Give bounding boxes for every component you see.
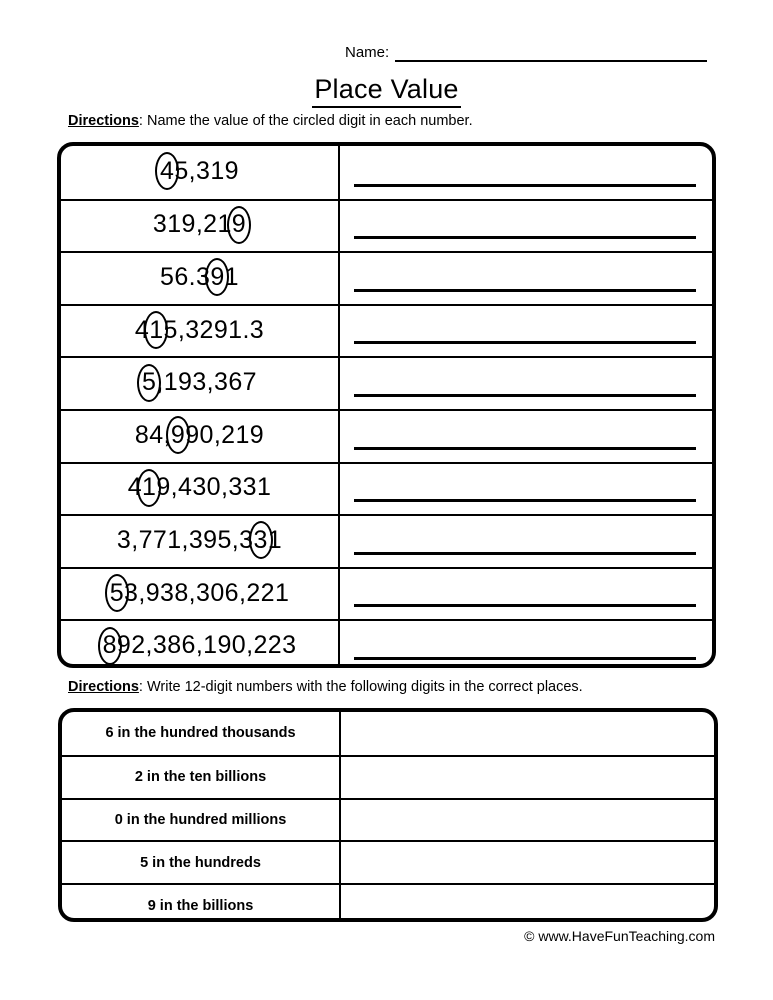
digit: 3: [192, 368, 207, 397]
table-row: [61, 409, 712, 462]
digit: 5: [174, 156, 189, 185]
digit: 2: [246, 578, 261, 607]
digit: ,: [238, 578, 247, 607]
digit: 0: [231, 631, 247, 660]
digit: ,: [188, 578, 197, 607]
place-value-prompt: 2 in the ten billions: [62, 757, 341, 798]
answer-line[interactable]: [354, 341, 696, 344]
digit: ,: [138, 578, 146, 607]
number-with-circled-digit: [116, 525, 283, 555]
digit: 3: [188, 525, 204, 554]
number-cell: [61, 146, 340, 199]
digit: 1: [228, 315, 243, 344]
digit: ,: [170, 473, 179, 502]
digit: 9: [178, 368, 193, 397]
digit: 3: [239, 525, 254, 554]
digit: 2: [260, 578, 275, 607]
number-with-circled-digit: [153, 212, 246, 239]
table-row: [62, 840, 714, 883]
digit: ,: [206, 368, 215, 397]
name-field-row: [345, 44, 707, 62]
answer-cell[interactable]: [340, 358, 712, 409]
digit: 0: [206, 473, 221, 502]
digit: 3: [242, 473, 257, 502]
table-row: [61, 462, 712, 515]
answer-line[interactable]: [354, 394, 696, 397]
circled-digit: 9: [231, 210, 247, 239]
place-value-prompt: 0 in the hundred millions: [62, 800, 341, 841]
digit: 3: [116, 525, 132, 554]
digit: ,: [145, 631, 153, 660]
answer-line[interactable]: [354, 447, 696, 450]
number-with-circled-digit: [134, 420, 265, 450]
digit: 9: [145, 578, 161, 607]
digit: 9: [203, 525, 218, 554]
number-with-circled-digit: [109, 578, 290, 608]
number-with-circled-digit: [103, 633, 297, 660]
number-with-circled-digit: [128, 475, 272, 502]
copyright-footer: © www.HaveFunTeaching.com: [524, 928, 715, 944]
digit: 4: [127, 473, 143, 502]
digit: 2: [267, 631, 283, 660]
answer-line[interactable]: [354, 184, 696, 187]
digit: 0: [199, 420, 214, 449]
answer-cell[interactable]: [341, 885, 714, 922]
page-title-text: Place Value: [312, 74, 460, 108]
digit: 2: [221, 420, 236, 449]
directions-label: Directions: [68, 113, 139, 129]
answer-cell[interactable]: [341, 842, 714, 883]
directions-two-text: : Write 12-digit numbers with the following digits in the correct places.: [138, 679, 583, 695]
answer-cell[interactable]: [340, 306, 712, 357]
digit: 3: [192, 473, 207, 502]
digit: 3: [152, 631, 168, 660]
digit: ,: [181, 525, 189, 554]
table-row: [61, 146, 712, 199]
answer-cell[interactable]: [340, 516, 712, 567]
answer-line[interactable]: [354, 289, 696, 292]
digit: 4: [149, 420, 164, 449]
digit: 2: [131, 631, 146, 660]
digit: 5: [163, 315, 178, 344]
digit: 1: [235, 420, 250, 449]
digit: 8: [174, 578, 189, 607]
number-with-circled-digit: [142, 370, 257, 397]
number-cell: [61, 569, 340, 620]
digit: 7: [242, 368, 257, 397]
digit: 2: [203, 210, 218, 239]
directions-label: Directions: [68, 679, 139, 695]
circled-digit: 5: [142, 368, 157, 397]
number-cell: [61, 411, 340, 462]
digit: 3: [282, 631, 297, 660]
digit: 3: [249, 315, 265, 344]
digit: 6: [224, 578, 239, 607]
table-row: [62, 712, 714, 755]
place-value-prompt: 5 in the hundreds: [62, 842, 341, 883]
answer-cell[interactable]: [341, 800, 714, 841]
table-row: [61, 567, 712, 620]
directions-one-text: : Name the value of the circled digit in each number.: [138, 113, 473, 129]
digit: 3: [196, 262, 211, 291]
digit: 3: [196, 156, 211, 185]
table-row: [61, 356, 712, 409]
circled-digit: 8: [102, 631, 117, 660]
digit: 4: [178, 473, 193, 502]
digit: ,: [177, 315, 186, 344]
answer-cell[interactable]: [340, 201, 712, 252]
answer-cell[interactable]: [340, 411, 712, 462]
answer-line[interactable]: [354, 499, 696, 502]
number-cell: [61, 306, 340, 357]
digit: 9: [116, 631, 132, 660]
place-value-prompt: 9 in the billions: [62, 885, 341, 922]
digit: 9: [213, 315, 229, 344]
number-cell: [61, 621, 340, 668]
answer-cell[interactable]: [340, 569, 712, 620]
answer-line[interactable]: [354, 604, 696, 607]
table-row: [61, 199, 712, 252]
digit: 9: [217, 631, 232, 660]
name-input-blank[interactable]: [395, 44, 707, 62]
answer-cell[interactable]: [340, 146, 712, 199]
digit: 9: [249, 420, 265, 449]
digit: ,: [156, 368, 164, 397]
answer-line[interactable]: [354, 236, 696, 239]
number-cell: [61, 516, 340, 567]
digit: 3: [228, 473, 243, 502]
digit: ,: [195, 631, 204, 660]
digit: 5: [160, 262, 175, 291]
table-row: [61, 514, 712, 567]
digit: 3: [124, 578, 139, 607]
number-cell: [61, 201, 340, 252]
digit: .: [188, 262, 197, 291]
digit: 1: [256, 473, 272, 502]
digit: 6: [228, 368, 243, 397]
digit: .: [242, 315, 250, 344]
write-numbers-table: [58, 708, 718, 922]
directions-two: [68, 679, 583, 695]
circled-digit: 9: [210, 262, 225, 291]
number-with-circled-digit: [134, 315, 265, 345]
answer-cell[interactable]: [340, 621, 712, 668]
circled-digit: 5: [109, 578, 125, 607]
digit: 2: [253, 631, 268, 660]
digit: 9: [181, 210, 196, 239]
digit: ,: [195, 210, 204, 239]
answer-cell[interactable]: [340, 253, 712, 304]
circled-digit: 3: [253, 525, 268, 554]
digit: 1: [267, 525, 283, 554]
digit: 5: [217, 525, 232, 554]
digit: ,: [213, 420, 222, 449]
answer-cell[interactable]: [340, 464, 712, 515]
digit: 1: [167, 210, 182, 239]
digit: 3: [160, 578, 175, 607]
number-with-circled-digit: [160, 156, 239, 186]
digit: 9: [185, 420, 200, 449]
digit: 2: [199, 315, 214, 344]
table-row: [61, 619, 712, 668]
table-row: [62, 883, 714, 922]
circled-digit-table: [57, 142, 716, 668]
digit: 9: [224, 156, 239, 185]
digit: ,: [246, 631, 254, 660]
table-row: [62, 755, 714, 798]
digit: 4: [134, 315, 150, 344]
digit: 3: [214, 368, 229, 397]
answer-line[interactable]: [354, 552, 696, 555]
answer-cell[interactable]: [341, 757, 714, 798]
digit: 3: [196, 578, 211, 607]
digit: 1: [210, 156, 225, 185]
answer-cell[interactable]: [341, 712, 714, 755]
digit: 1: [217, 210, 232, 239]
digit: 6: [181, 631, 196, 660]
digit: 1: [274, 578, 290, 607]
circled-digit: 1: [142, 473, 157, 502]
digit: 1: [203, 631, 218, 660]
digit: 6: [174, 262, 189, 291]
number-with-circled-digit: [160, 262, 239, 292]
digit: 7: [138, 525, 153, 554]
digit: 7: [152, 525, 168, 554]
digit: 9: [156, 473, 171, 502]
table-row: [61, 304, 712, 357]
digit: 8: [134, 420, 150, 449]
name-label: Name:: [345, 44, 390, 61]
table-row: [61, 251, 712, 304]
digit: 1: [167, 525, 182, 554]
number-cell: [61, 358, 340, 409]
digit: 1: [224, 262, 239, 291]
place-value-prompt: 6 in the hundred thousands: [62, 712, 341, 755]
digit: ,: [131, 525, 139, 554]
digit: 0: [210, 578, 225, 607]
page-title: [0, 74, 773, 105]
circled-digit: 9: [170, 420, 186, 449]
circled-digit: 4: [160, 156, 175, 185]
digit: ,: [163, 420, 171, 449]
table-row: [62, 798, 714, 841]
number-cell: [61, 253, 340, 304]
directions-one: [68, 113, 473, 129]
digit: 8: [167, 631, 182, 660]
digit: ,: [188, 156, 197, 185]
digit: 3: [185, 315, 200, 344]
digit: 1: [163, 368, 179, 397]
answer-line[interactable]: [354, 657, 696, 660]
number-cell: [61, 464, 340, 515]
digit: ,: [220, 473, 229, 502]
digit: 3: [152, 210, 168, 239]
digit: ,: [231, 525, 240, 554]
circled-digit: 1: [149, 315, 164, 344]
